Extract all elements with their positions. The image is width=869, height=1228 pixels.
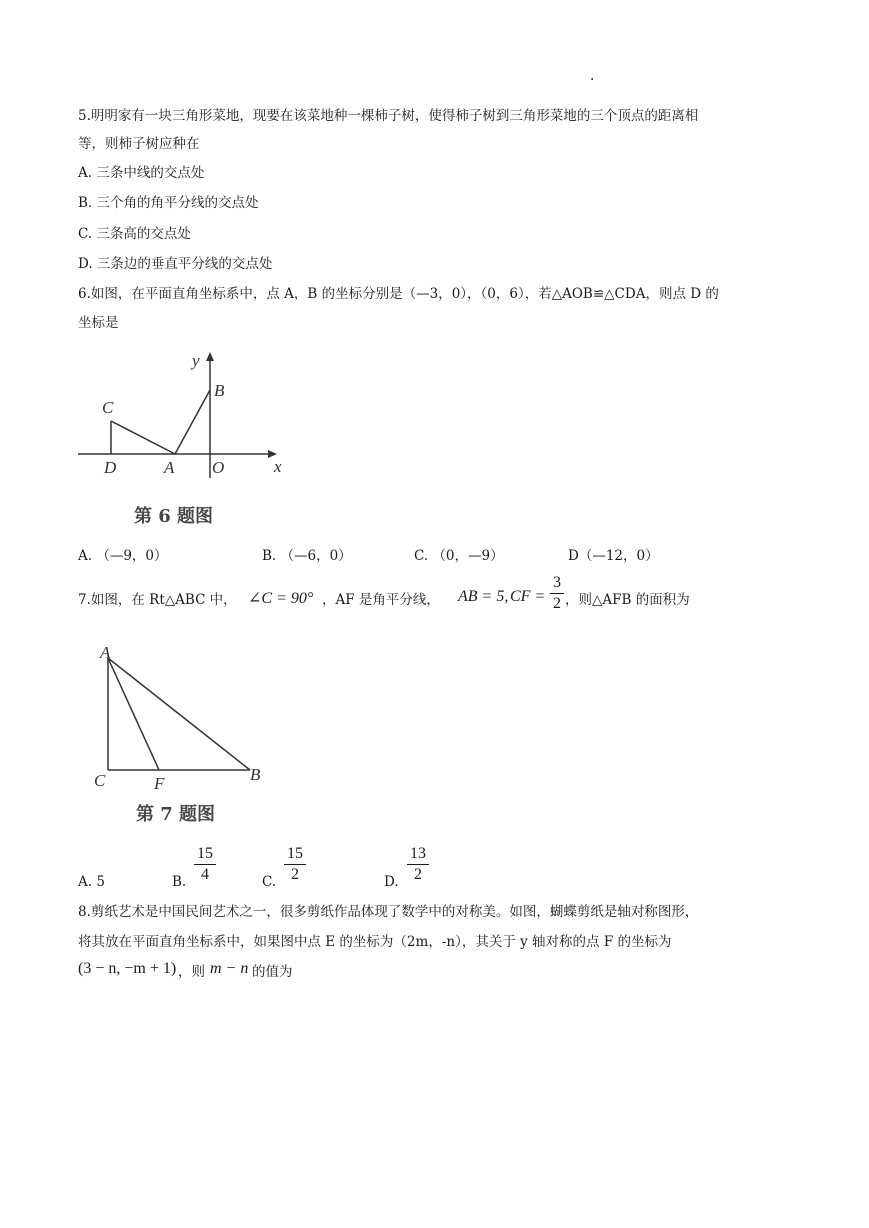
q6-label-c: C xyxy=(102,398,114,417)
q7-label-a: A xyxy=(100,643,111,662)
q6-label-o: O xyxy=(212,458,225,477)
q7-option-d-label: D. xyxy=(384,874,399,890)
q7-option-c-den: 2 xyxy=(291,866,299,883)
q5-stem-line2: 等，则柿子树应种在 xyxy=(78,136,200,152)
q7-figure-caption: 第 7 题图 xyxy=(136,804,216,825)
q8-stem-line1: 8.剪纸艺术是中国民间艺术之一，很多剪纸作品体现了数学中的对称美。如图，蝴蝶剪纸是轴对称图形， xyxy=(78,904,699,920)
q5-option-d: D. 三条边的垂直平分线的交点处 xyxy=(78,256,273,272)
q7-option-c-num: 15 xyxy=(287,845,303,862)
q6-y-axis-arrow-icon xyxy=(206,352,214,361)
q7-option-b-label: B. xyxy=(172,874,187,890)
q7-option-b-fraction xyxy=(194,845,216,884)
q8-stem-line3-end: 的值为 xyxy=(252,964,293,980)
q7-ab-expr: AB = 5, xyxy=(458,588,509,605)
q6-figure xyxy=(72,346,292,478)
q7-segment-ab xyxy=(108,658,250,770)
q7-option-d-bar xyxy=(407,864,429,865)
q7-cf-fraction xyxy=(550,574,564,613)
q7-stem-suffix: ，则△AFB 的面积为 xyxy=(565,592,690,608)
q6-label-y: y xyxy=(192,351,200,370)
q6-segment-ca xyxy=(111,421,175,454)
q7-figure xyxy=(84,636,284,796)
header-dot: . xyxy=(590,68,595,84)
q6-figure-caption: 第 6 题图 xyxy=(134,506,214,527)
q8-expr-m-minus-n: m − n xyxy=(210,960,249,977)
q7-cf-den: 2 xyxy=(553,595,561,612)
q7-label-c: C xyxy=(94,771,106,790)
q7-option-c-label: C. xyxy=(262,874,277,890)
q6-label-d: D xyxy=(104,458,117,477)
q7-option-c-fraction xyxy=(284,845,306,884)
q7-option-d-den: 2 xyxy=(414,866,422,883)
q7-option-b-den: 4 xyxy=(201,866,209,883)
q6-stem-line2: 坐标是 xyxy=(78,315,119,331)
q6-option-d: D（—12，0） xyxy=(568,548,659,564)
q7-option-b-num: 15 xyxy=(197,845,213,862)
q5-option-a: A. 三条中线的交点处 xyxy=(78,165,205,181)
q5-option-b: B. 三个角的角平分线的交点处 xyxy=(78,195,259,211)
q6-option-b: B. （—6，0） xyxy=(262,548,352,564)
q7-label-f: F xyxy=(154,774,165,793)
q7-cf-expr: CF = xyxy=(510,588,546,605)
q7-option-c-bar xyxy=(284,864,306,865)
q8-expr-f: (3 − n, −m + 1) xyxy=(78,960,177,977)
q7-cf-num: 3 xyxy=(553,574,561,591)
q7-option-a: A. 5 xyxy=(78,874,105,890)
q6-stem-line1: 6.如图，在平面直角坐标系中，点 A，B 的坐标分别是（—3，0），（0，6），若△AOB≌△CDA，则点 D 的 xyxy=(78,286,719,302)
q5-stem-line1: 5.明明家有一块三角形菜地，现要在该菜地种一棵柿子树，使得柿子树到三角形菜地的三个顶点的距离相 xyxy=(78,108,699,124)
q6-label-a: A xyxy=(164,458,175,477)
q7-label-b: B xyxy=(250,765,261,784)
q7-option-b-bar xyxy=(194,864,216,865)
q7-stem-mid: ，AF 是角平分线， xyxy=(322,592,440,608)
q8-stem-line2: 将其放在平面直角坐标系中，如果图中点 E 的坐标为（2m，-n），其关于 y 轴对称的点 F 的坐标为 xyxy=(78,934,672,950)
q5-option-c: C. 三条高的交点处 xyxy=(78,226,191,242)
q7-option-d-fraction xyxy=(407,845,429,884)
q6-label-x: x xyxy=(274,457,282,476)
q6-option-a: A. （—9，0） xyxy=(78,548,168,564)
q7-stem-prefix: 7.如图，在 Rt△ABC 中， xyxy=(78,592,237,608)
q6-option-c: C. （0，—9） xyxy=(414,548,504,564)
q7-angle-expr: ∠C = 90° xyxy=(248,590,314,607)
q6-segment-ab xyxy=(175,390,210,454)
q7-cf-bar xyxy=(550,593,564,594)
q7-option-d-num: 13 xyxy=(410,845,426,862)
q8-stem-line3: ，则 xyxy=(178,964,205,980)
q6-label-b: B xyxy=(214,381,225,400)
q7-segment-af xyxy=(108,658,159,770)
